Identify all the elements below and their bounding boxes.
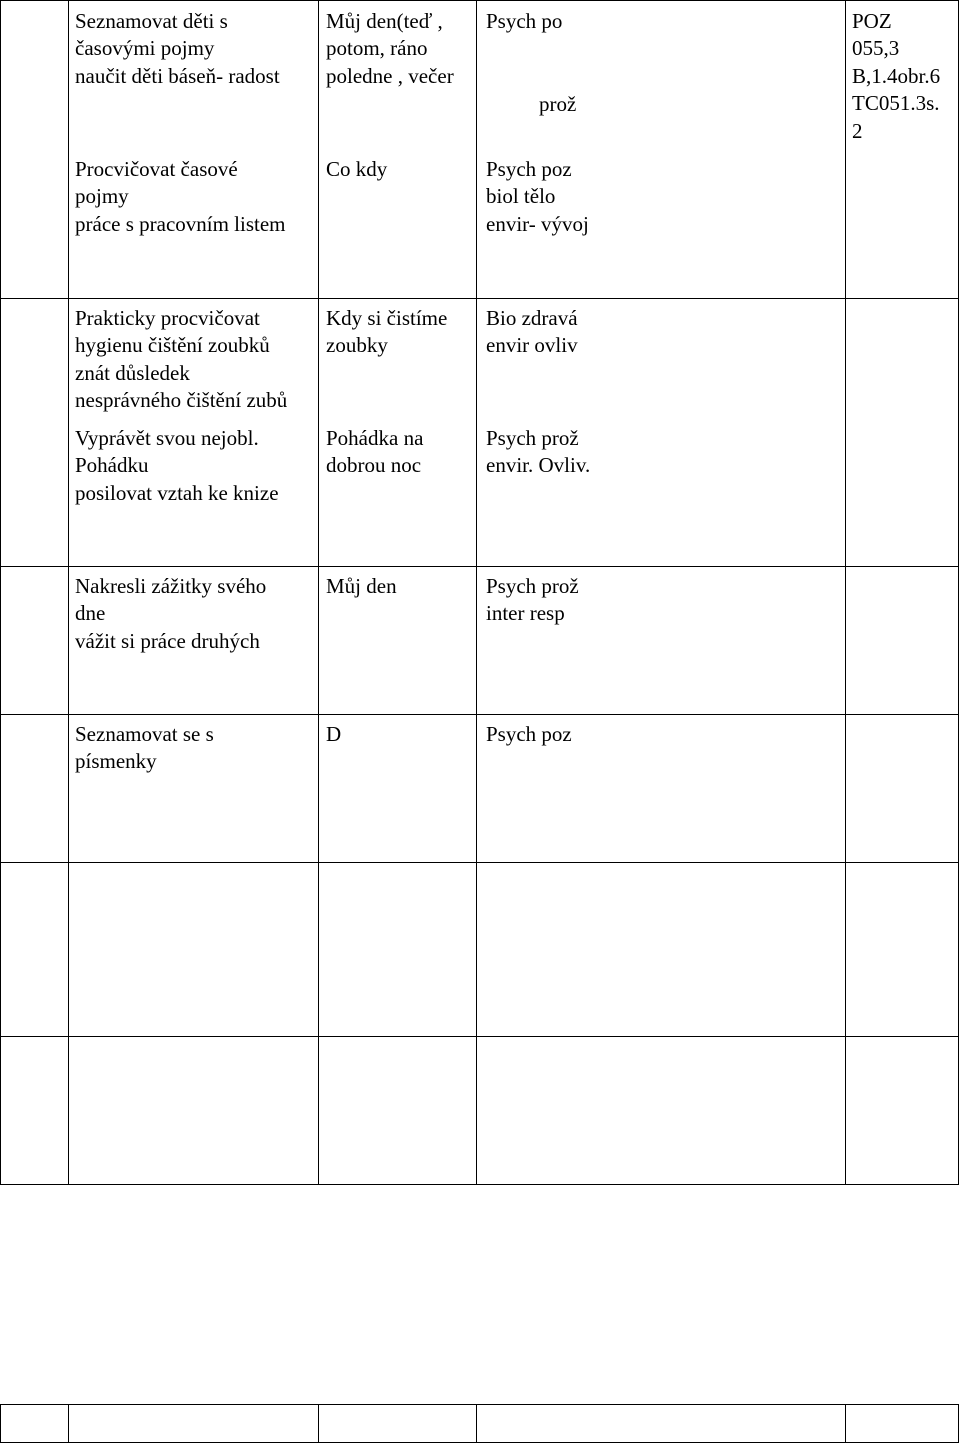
- row-divider-5: [0, 1036, 959, 1037]
- row-divider-3: [0, 714, 959, 715]
- cell-reference: POZ 055,3 B,1.4obr.6 TC051.3s.: [852, 9, 941, 115]
- cell-topic: Můj den(teď , potom, ráno poledne , večer: [326, 9, 454, 88]
- cell-reference-sub: 2: [852, 119, 863, 143]
- cell-goal: Seznamovat se s písmenky: [75, 722, 214, 774]
- row-divider-1: [0, 298, 959, 299]
- cell-competence: Psych poz: [486, 722, 572, 746]
- bottom-table-top-border: [0, 1404, 959, 1405]
- cell-topic: Pohádka na dobrou noc: [326, 426, 424, 478]
- cell-goal: Procvičovat časové pojmy práce s pracovním listem: [75, 157, 286, 236]
- bottom-table-right-border: [958, 1404, 959, 1443]
- cell-goal: Seznamovat děti s časovými pojmy naučit děti báseň- radost: [75, 9, 280, 88]
- cell-topic: Kdy si čistíme zoubky: [326, 306, 448, 358]
- cell-competence: Psych poz biol tělo envir- vývoj: [486, 157, 589, 236]
- bottom-table-divider-3: [476, 1404, 477, 1443]
- column-divider-1: [68, 0, 69, 1185]
- cell-competence: Psych po: [486, 9, 563, 33]
- row-divider-6: [0, 1184, 959, 1185]
- bottom-table-divider-4: [845, 1404, 846, 1443]
- cell-competence: Bio zdravá envir ovliv: [486, 306, 578, 358]
- cell-competence: Psych prož envir. Ovliv.: [486, 426, 591, 478]
- column-divider-2: [318, 0, 319, 1185]
- cell-topic: Můj den: [326, 574, 397, 598]
- bottom-table-bottom-border: [0, 1442, 959, 1443]
- column-divider-3: [476, 0, 477, 1185]
- cell-topic: D: [326, 722, 342, 746]
- cell-competence-sub: prož: [539, 92, 577, 116]
- table-top-border: [0, 0, 959, 1]
- table-left-border: [0, 0, 1, 1185]
- row-divider-2: [0, 566, 959, 567]
- column-divider-4: [845, 0, 846, 1185]
- bottom-table-divider-1: [68, 1404, 69, 1443]
- table-right-border: [958, 0, 959, 1185]
- cell-goal: Nakresli zážitky svého dne vážit si práce druhých: [75, 574, 267, 653]
- row-divider-4: [0, 862, 959, 863]
- cell-goal: Vyprávět svou nejobl. Pohádku posilovat vztah ke knize: [75, 426, 279, 505]
- cell-competence: Psych prož inter resp: [486, 574, 579, 626]
- bottom-table-left-border: [0, 1404, 1, 1443]
- cell-goal: Prakticky procvičovat hygienu čištění zoubků znát důsledek nesprávného čištění zubů: [75, 306, 288, 412]
- cell-topic: Co kdy: [326, 157, 388, 181]
- bottom-table-divider-2: [318, 1404, 319, 1443]
